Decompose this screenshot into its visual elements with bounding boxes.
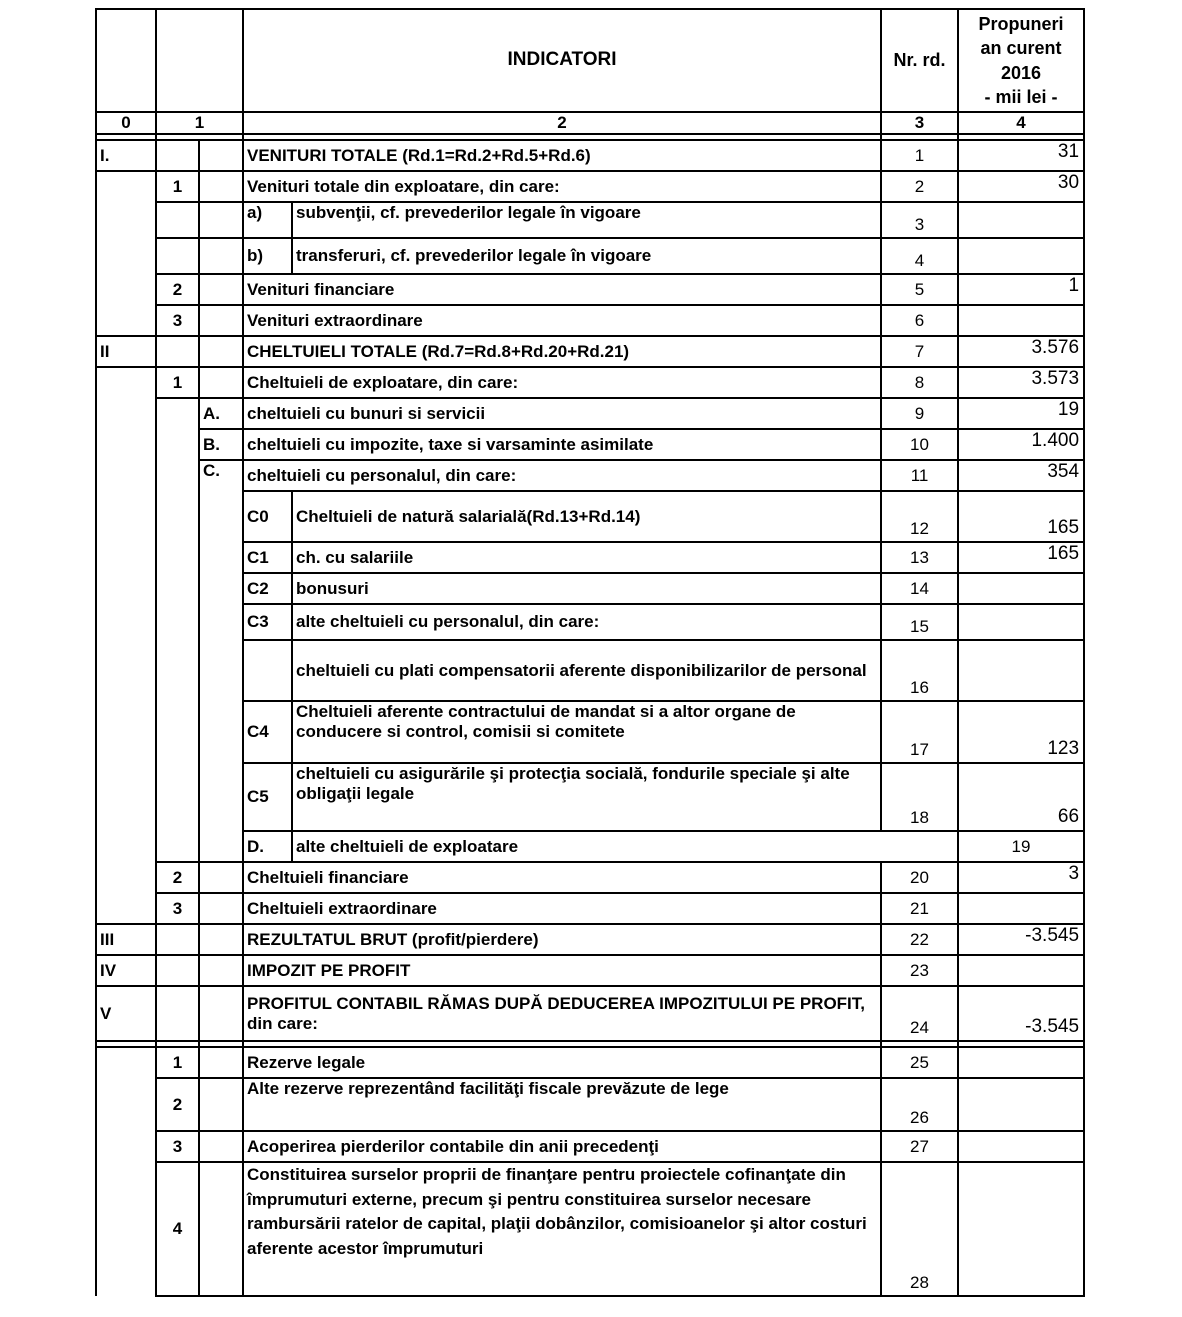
row-value: 354 — [958, 460, 1084, 491]
row-number: 11 — [881, 460, 958, 491]
table-row — [96, 274, 1084, 305]
row-number: 20 — [881, 862, 958, 893]
header-propuneri-line: 2016 — [1000, 62, 1042, 83]
header-propuneri-line: an curent — [980, 38, 1062, 59]
table-row — [96, 604, 1084, 640]
header-propuneri — [958, 9, 1084, 112]
indicator-label: bonusuri — [292, 573, 881, 604]
indicator-label: cheltuieli cu asigurările şi protecţia socială, fondurile speciale şi alte obligaţii legale — [292, 763, 881, 831]
row-number: 28 — [881, 1162, 958, 1296]
row-value: 31 — [958, 140, 1084, 171]
row-number: 4 — [881, 238, 958, 274]
indicator-label: Alte rezerve reprezentând facilităţi fiscale prevăzute de lege — [243, 1078, 881, 1131]
column-index: 1 — [156, 112, 243, 134]
table-row — [96, 305, 1084, 336]
budget-sheet — [95, 8, 1083, 1297]
row-number: 14 — [881, 573, 958, 604]
row-value — [958, 640, 1084, 701]
row-value — [958, 604, 1084, 640]
column-index: 4 — [958, 112, 1084, 134]
row-code: C4 — [243, 701, 292, 763]
roman-numeral: IV — [96, 955, 156, 986]
row-number: 3 — [881, 202, 958, 238]
indicator-label: VENITURI TOTALE (Rd.1=Rd.2+Rd.5+Rd.6) — [243, 140, 881, 171]
column-index: 0 — [96, 112, 156, 134]
row-value — [958, 1078, 1084, 1131]
row-number: 24 — [881, 986, 958, 1041]
row-number: 16 — [881, 640, 958, 701]
sub-number: 3 — [156, 1131, 199, 1162]
indicator-label: Cheltuieli de exploatare, din care: — [243, 367, 881, 398]
table-row — [96, 924, 1084, 955]
row-code — [243, 640, 292, 701]
row-value: 165 — [958, 542, 1084, 573]
table-row — [96, 336, 1084, 367]
column-index-row — [96, 112, 1084, 134]
row-value: -3.545 — [958, 986, 1084, 1041]
row-number: 9 — [881, 398, 958, 429]
row-number: 18 — [881, 763, 958, 831]
table-row — [96, 542, 1084, 573]
row-code: b) — [243, 238, 292, 274]
row-value — [958, 1131, 1084, 1162]
indicator-label: Venituri financiare — [243, 274, 881, 305]
table-row — [96, 1162, 1084, 1296]
row-value — [958, 955, 1084, 986]
indicator-label: Venituri extraordinare — [243, 305, 881, 336]
indicator-label: cheltuieli cu personalul, din care: — [243, 460, 881, 491]
row-value — [958, 1047, 1084, 1078]
indicator-label: Cheltuieli extraordinare — [243, 893, 881, 924]
row-value: 19 — [958, 398, 1084, 429]
table-row — [96, 1131, 1084, 1162]
row-number: 5 — [881, 274, 958, 305]
row-letter: C. — [199, 460, 243, 862]
row-number: 26 — [881, 1078, 958, 1131]
table-row — [96, 1047, 1084, 1078]
row-value: -3.545 — [958, 924, 1084, 955]
table-row — [96, 398, 1084, 429]
table-row — [96, 640, 1084, 701]
row-number: 22 — [881, 924, 958, 955]
sub-number: 3 — [156, 893, 199, 924]
table-row — [96, 429, 1084, 460]
table-row — [96, 202, 1084, 238]
table-row — [96, 491, 1084, 542]
table-row — [96, 893, 1084, 924]
row-number: 10 — [881, 429, 958, 460]
table-row — [96, 831, 1084, 862]
table-row — [96, 986, 1084, 1041]
row-number: 12 — [881, 491, 958, 542]
header-propuneri-line: Propuneri — [978, 13, 1064, 34]
row-value — [958, 573, 1084, 604]
table-row — [96, 573, 1084, 604]
row-number: 25 — [881, 1047, 958, 1078]
table-row — [96, 955, 1084, 986]
table-row — [96, 701, 1084, 763]
row-number: 2 — [881, 171, 958, 202]
table-row — [96, 140, 1084, 171]
indicator-label: REZULTATUL BRUT (profit/pierdere) — [243, 924, 881, 955]
header-indicatori: INDICATORI — [243, 9, 881, 112]
table-row — [96, 367, 1084, 398]
row-code: C1 — [243, 542, 292, 573]
row-letter: D. — [243, 831, 292, 862]
roman-numeral: II — [96, 336, 156, 367]
row-number: 27 — [881, 1131, 958, 1162]
row-letter: B. — [199, 429, 243, 460]
table-row — [96, 1078, 1084, 1131]
row-value — [958, 238, 1084, 274]
indicator-label: ch. cu salariile — [292, 542, 881, 573]
row-value: 30 — [958, 171, 1084, 202]
indicator-label: Rezerve legale — [243, 1047, 881, 1078]
row-value: 165 — [958, 491, 1084, 542]
indicator-label: CHELTUIELI TOTALE (Rd.7=Rd.8+Rd.20+Rd.21) — [243, 336, 881, 367]
row-value — [958, 202, 1084, 238]
row-number: 17 — [881, 701, 958, 763]
sub-number: 2 — [156, 1078, 199, 1131]
roman-numeral: I. — [96, 140, 156, 171]
sub-number: 3 — [156, 305, 199, 336]
column-index: 3 — [881, 112, 958, 134]
column-index: 2 — [243, 112, 881, 134]
row-letter: A. — [199, 398, 243, 429]
sub-number: 1 — [156, 367, 199, 398]
row-value — [958, 305, 1084, 336]
row-number: 23 — [881, 955, 958, 986]
row-value: 3 — [958, 862, 1084, 893]
table-row — [96, 238, 1084, 274]
row-number: 1 — [881, 140, 958, 171]
indicator-label: cheltuieli cu bunuri si servicii — [243, 398, 881, 429]
indicator-label: alte cheltuieli de exploatare — [292, 831, 958, 862]
row-code: C2 — [243, 573, 292, 604]
roman-numeral: V — [96, 986, 156, 1041]
header-propuneri-line: - mii lei - — [984, 86, 1058, 107]
row-value: 3.576 — [958, 336, 1084, 367]
row-number: 6 — [881, 305, 958, 336]
row-number: 13 — [881, 542, 958, 573]
row-value — [958, 893, 1084, 924]
row-code: a) — [243, 202, 292, 238]
row-number: 8 — [881, 367, 958, 398]
indicator-label: Cheltuieli financiare — [243, 862, 881, 893]
indicator-label: transferuri, cf. prevederilor legale în vigoare — [292, 238, 881, 274]
row-code: C0 — [243, 491, 292, 542]
table-row — [96, 171, 1084, 202]
row-value: 123 — [958, 701, 1084, 763]
sub-number: 2 — [156, 862, 199, 893]
table-row — [96, 862, 1084, 893]
row-value: 1.400 — [958, 429, 1084, 460]
indicator-label: alte cheltuieli cu personalul, din care: — [292, 604, 881, 640]
row-value — [958, 1162, 1084, 1296]
indicator-label: subvenţii, cf. prevederilor legale în vigoare — [292, 202, 881, 238]
row-number: 15 — [881, 604, 958, 640]
table-row — [96, 763, 1084, 831]
sub-number: 1 — [156, 171, 199, 202]
sub-number: 4 — [156, 1162, 199, 1296]
row-value: 3.573 — [958, 367, 1084, 398]
row-number: 21 — [881, 893, 958, 924]
indicator-label: Cheltuieli aferente contractului de mandat si a altor organe de conducere si control, comisii si comitete — [292, 701, 881, 763]
sub-number: 2 — [156, 274, 199, 305]
indicator-label: PROFITUL CONTABIL RĂMAS DUPĂ DEDUCEREA IMPOZITULUI PE PROFIT, din care: — [243, 986, 881, 1041]
row-value: 66 — [958, 763, 1084, 831]
row-value: 1 — [958, 274, 1084, 305]
indicator-label: Cheltuieli de natură salarială(Rd.13+Rd.14) — [292, 491, 881, 542]
indicator-label: cheltuieli cu impozite, taxe si varsaminte asimilate — [243, 429, 881, 460]
row-number: 7 — [881, 336, 958, 367]
indicator-label: Constituirea surselor proprii de finanţare pentru proiectele cofinanţate din împrumuturi externe, precum şi pentru constituirea surselor necesare rambursării ratelor de capital, plaţii dobânzilor, comisioanelor şi altor costuri aferente acestor împrumuturi — [243, 1162, 881, 1296]
indicator-label: cheltuieli cu plati compensatorii aferente disponibilizarilor de personal — [292, 640, 881, 701]
header-nr-rd: Nr. rd. — [881, 9, 958, 112]
table-row — [96, 460, 1084, 491]
row-number: 19 — [958, 831, 1084, 862]
roman-numeral: III — [96, 924, 156, 955]
table-header-row — [96, 9, 1084, 112]
row-code: C5 — [243, 763, 292, 831]
indicator-label: Venituri totale din exploatare, din care: — [243, 171, 881, 202]
indicator-label: IMPOZIT PE PROFIT — [243, 955, 881, 986]
budget-table — [95, 8, 1085, 1297]
row-code: C3 — [243, 604, 292, 640]
sub-number: 1 — [156, 1047, 199, 1078]
indicator-label: Acoperirea pierderilor contabile din anii precedenţi — [243, 1131, 881, 1162]
